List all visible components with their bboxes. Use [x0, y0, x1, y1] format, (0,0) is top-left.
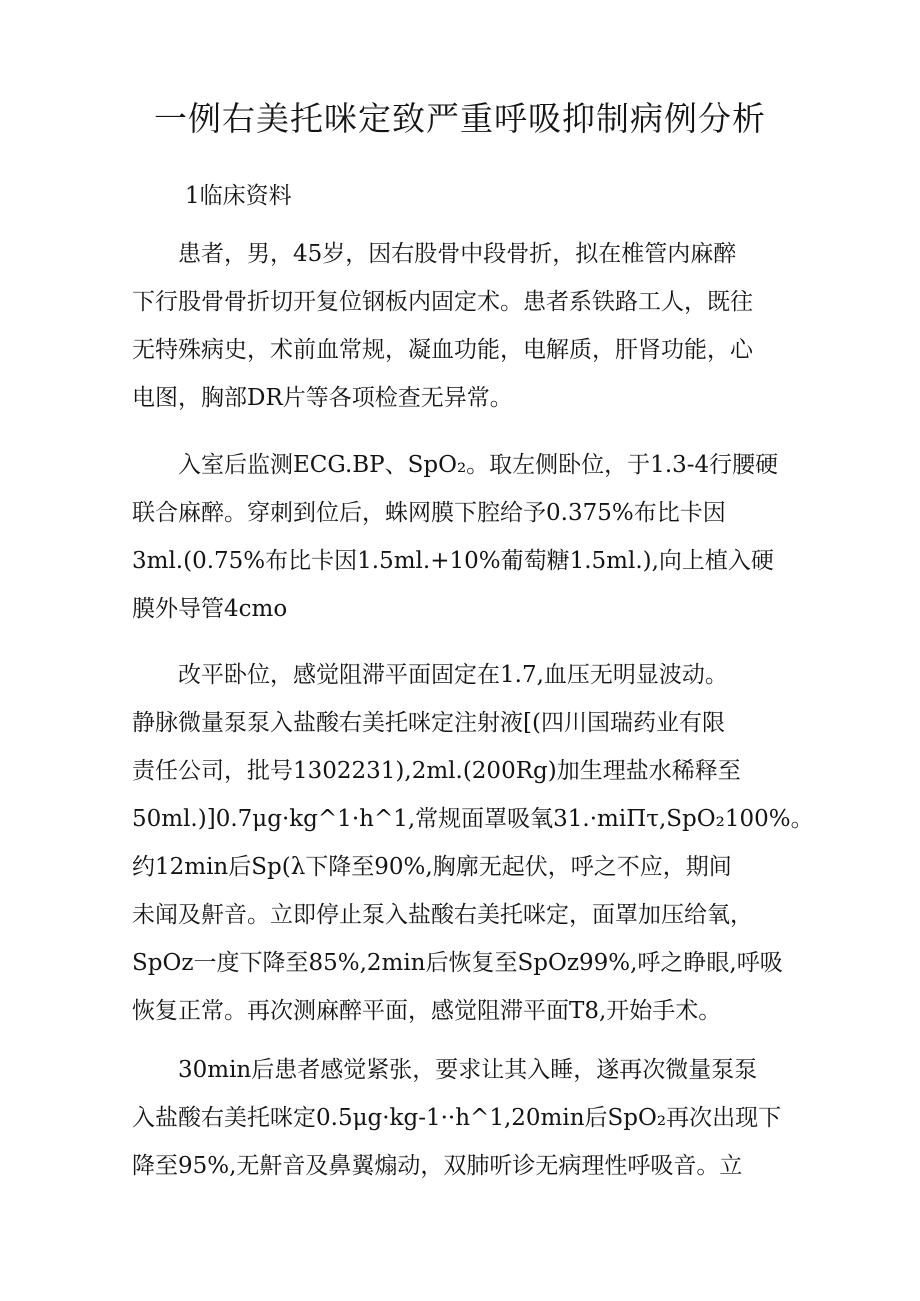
text-line: 30min后患者感觉紧张，要求让其入睡，遂再次微量泵泵 [132, 1057, 758, 1083]
text-line: 责任公司，批号1302231),2ml.(200Rg)加生理盐水稀释至 [132, 758, 741, 784]
text-line: 无特殊病史，术前血常规，凝血功能，电解质，肝肾功能，心 [132, 337, 753, 363]
text-line: 未闻及鼾音。立即停止泵入盐酸右美托咪定，面罩加压给氧， [132, 902, 753, 928]
text-line: 50ml.)]0.7μg·kg^1·h^1,常规面罩吸氧31.·miΠτ,SpO₂100%。 [132, 806, 814, 832]
text-line: 约12min后Sp(λ下降至90%,胸廓无起伏，呼之不应，期间 [132, 854, 732, 880]
text-line: 患者，男，45岁，因右股骨中段骨折，拟在椎管内麻醉 [132, 241, 737, 267]
section-heading: 1临床资料 [185, 183, 292, 209]
text-line: 下行股骨骨折切开复位钢板内固定术。患者系铁路工人，既往 [132, 289, 753, 315]
text-line: 改平卧位，感觉阻滞平面固定在1.7,血压无明显波动。 [132, 662, 728, 688]
text-line: SpOz一度下降至85%,2min后恢复至SpOz99%,呼之睁眼,呼吸 [132, 950, 783, 976]
text-line: 3ml.(0.75%布比卡因1.5ml.+10%葡萄糖1.5ml.),向上植入硬 [132, 548, 774, 574]
text-line: 入盐酸右美托咪定0.5μg·kg-1··h^1,20min后SpO₂再次出现下 [132, 1105, 782, 1131]
text-line: 静脉微量泵泵入盐酸右美托咪定注射液[(四川国瑞药业有限 [132, 710, 725, 736]
text-line: 降至95%,无鼾音及鼻翼煽动，双肺听诊无病理性呼吸音。立 [132, 1153, 743, 1179]
paragraph-anesthesia [132, 441, 778, 633]
text-line: 恢复正常。再次测麻醉平面，感觉阻滞平面T8,开始手术。 [132, 998, 722, 1024]
paragraph-dexmedetomidine-second [132, 1046, 781, 1190]
paragraph-dexmedetomidine-first [132, 651, 814, 1035]
text-line: 入室后监测ECG.BP、SpO₂。取左侧卧位，于1.3-4行腰硬 [132, 452, 779, 478]
paragraph-patient-info [132, 230, 753, 422]
text-line: 膜外导管4cmo [132, 596, 288, 622]
text-line: 电图，胸部DR片等各项检查无异常。 [132, 385, 513, 411]
document-title: 一例右美托咪定致严重呼吸抑制病例分析 [154, 99, 766, 138]
text-line: 联合麻醉。穿刺到位后，蛛网膜下腔给予0.375%布比卡因 [132, 500, 726, 526]
